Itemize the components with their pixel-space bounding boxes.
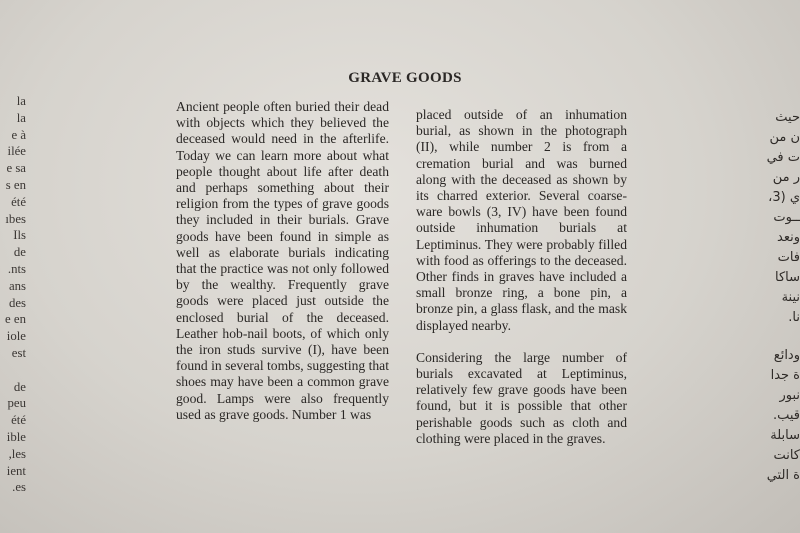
- left-edge-line: ient: [6, 463, 26, 478]
- left-edge-line: de: [13, 245, 26, 260]
- left-edge-line: est: [11, 345, 26, 360]
- right-edge-line: كانت: [773, 448, 800, 463]
- left-edge-line: e sa: [6, 161, 26, 176]
- right-edge-line: ة جدا: [770, 368, 800, 383]
- left-edge-line: Ils: [13, 228, 26, 243]
- right-edge-line: نبور: [779, 388, 800, 403]
- left-edge-line: des: [8, 295, 26, 310]
- right-neighbor-arabic-column: [730, 108, 800, 486]
- right-edge-line: ودائع: [773, 348, 800, 363]
- english-text-column-2: [416, 107, 627, 447]
- left-edge-line: ans: [8, 278, 26, 293]
- english-text-column-1: [176, 99, 389, 423]
- right-edge-line: ة التي: [766, 468, 800, 483]
- placard-title: GRAVE GOODS: [348, 70, 462, 86]
- left-edge-line: les,: [8, 446, 26, 461]
- left-edge-line: peu: [7, 396, 26, 411]
- right-edge-line: سابلة: [770, 428, 800, 443]
- left-edge-line: e en: [5, 312, 26, 327]
- right-edge-line: ــوت: [773, 210, 800, 225]
- right-edge-line: ن من: [769, 130, 800, 145]
- left-edge-line: [0, 362, 26, 379]
- left-edge-line: ible: [6, 429, 26, 444]
- right-edge-line: ونعد: [777, 230, 800, 245]
- right-edge-line: ي (3،: [768, 190, 800, 205]
- body-paragraph: placed outside of an inhumation burial, as shown in the photograph (II), while number 2 is from a cremation burial and was burned along with the deceased as shown by its charred exterior. Several coarse-ware bowls (3, IV) have been found outside inhumation burials at Leptiminus. They were probably filled with food as offerings to the deceased. Other finds in graves have included a small bronze ring, a bone pin, a bronze pin, a glass flask, and the mask displayed nearby.: [416, 107, 627, 333]
- left-edge-line: nts.: [7, 261, 26, 276]
- left-edge-line: es.: [12, 480, 26, 495]
- right-edge-line: ساكا: [774, 270, 800, 285]
- body-paragraph: Considering the large number of burials excavated at Leptiminus, relatively few grave goods have been found, but it is possible that other perishable goods such as cloth and clothing were placed in the graves.: [416, 349, 627, 446]
- paragraph-gap: [730, 328, 800, 346]
- left-edge-line: s en: [5, 177, 26, 192]
- left-edge-line: iole: [6, 329, 26, 344]
- left-edge-line: la: [16, 94, 26, 108]
- left-edge-line: été: [11, 194, 26, 209]
- left-edge-line: e à: [11, 127, 26, 142]
- right-edge-line: حيث: [775, 110, 800, 125]
- right-edge-line: ر من: [772, 170, 800, 185]
- body-paragraph: Ancient people often buried their dead with objects which they believed the deceased would need in the afterlife. Today we can learn more about what people thought about life after death and perhaps something about their religion from the types of grave goods they included in their burials. Grave goods have been found in simple as well as elaborate burials indicating that the practice was not only followed by the wealthy. Frequently grave goods were placed just outside the enclosed burial of the deceased. Leather hob-nail boots, of which only the iron studs survive (I), have been found in several tombs, suggesting that shoes may have been a common grave good. Lamps were also frequently used as grave goods. Number 1 was: [176, 99, 389, 422]
- right-edge-line: نينة: [781, 290, 800, 305]
- left-edge-line: ıbes: [5, 211, 26, 226]
- right-edge-line: فات: [777, 250, 800, 265]
- left-neighbor-text-column: [0, 93, 26, 496]
- left-edge-line: de: [13, 379, 26, 394]
- right-edge-line: نا.: [788, 310, 800, 325]
- right-edge-line: قيب.: [772, 408, 800, 423]
- left-edge-line: ilée: [7, 144, 26, 159]
- left-edge-line: la: [16, 110, 26, 125]
- right-edge-line: ت في: [766, 150, 800, 165]
- left-edge-line: été: [11, 413, 26, 428]
